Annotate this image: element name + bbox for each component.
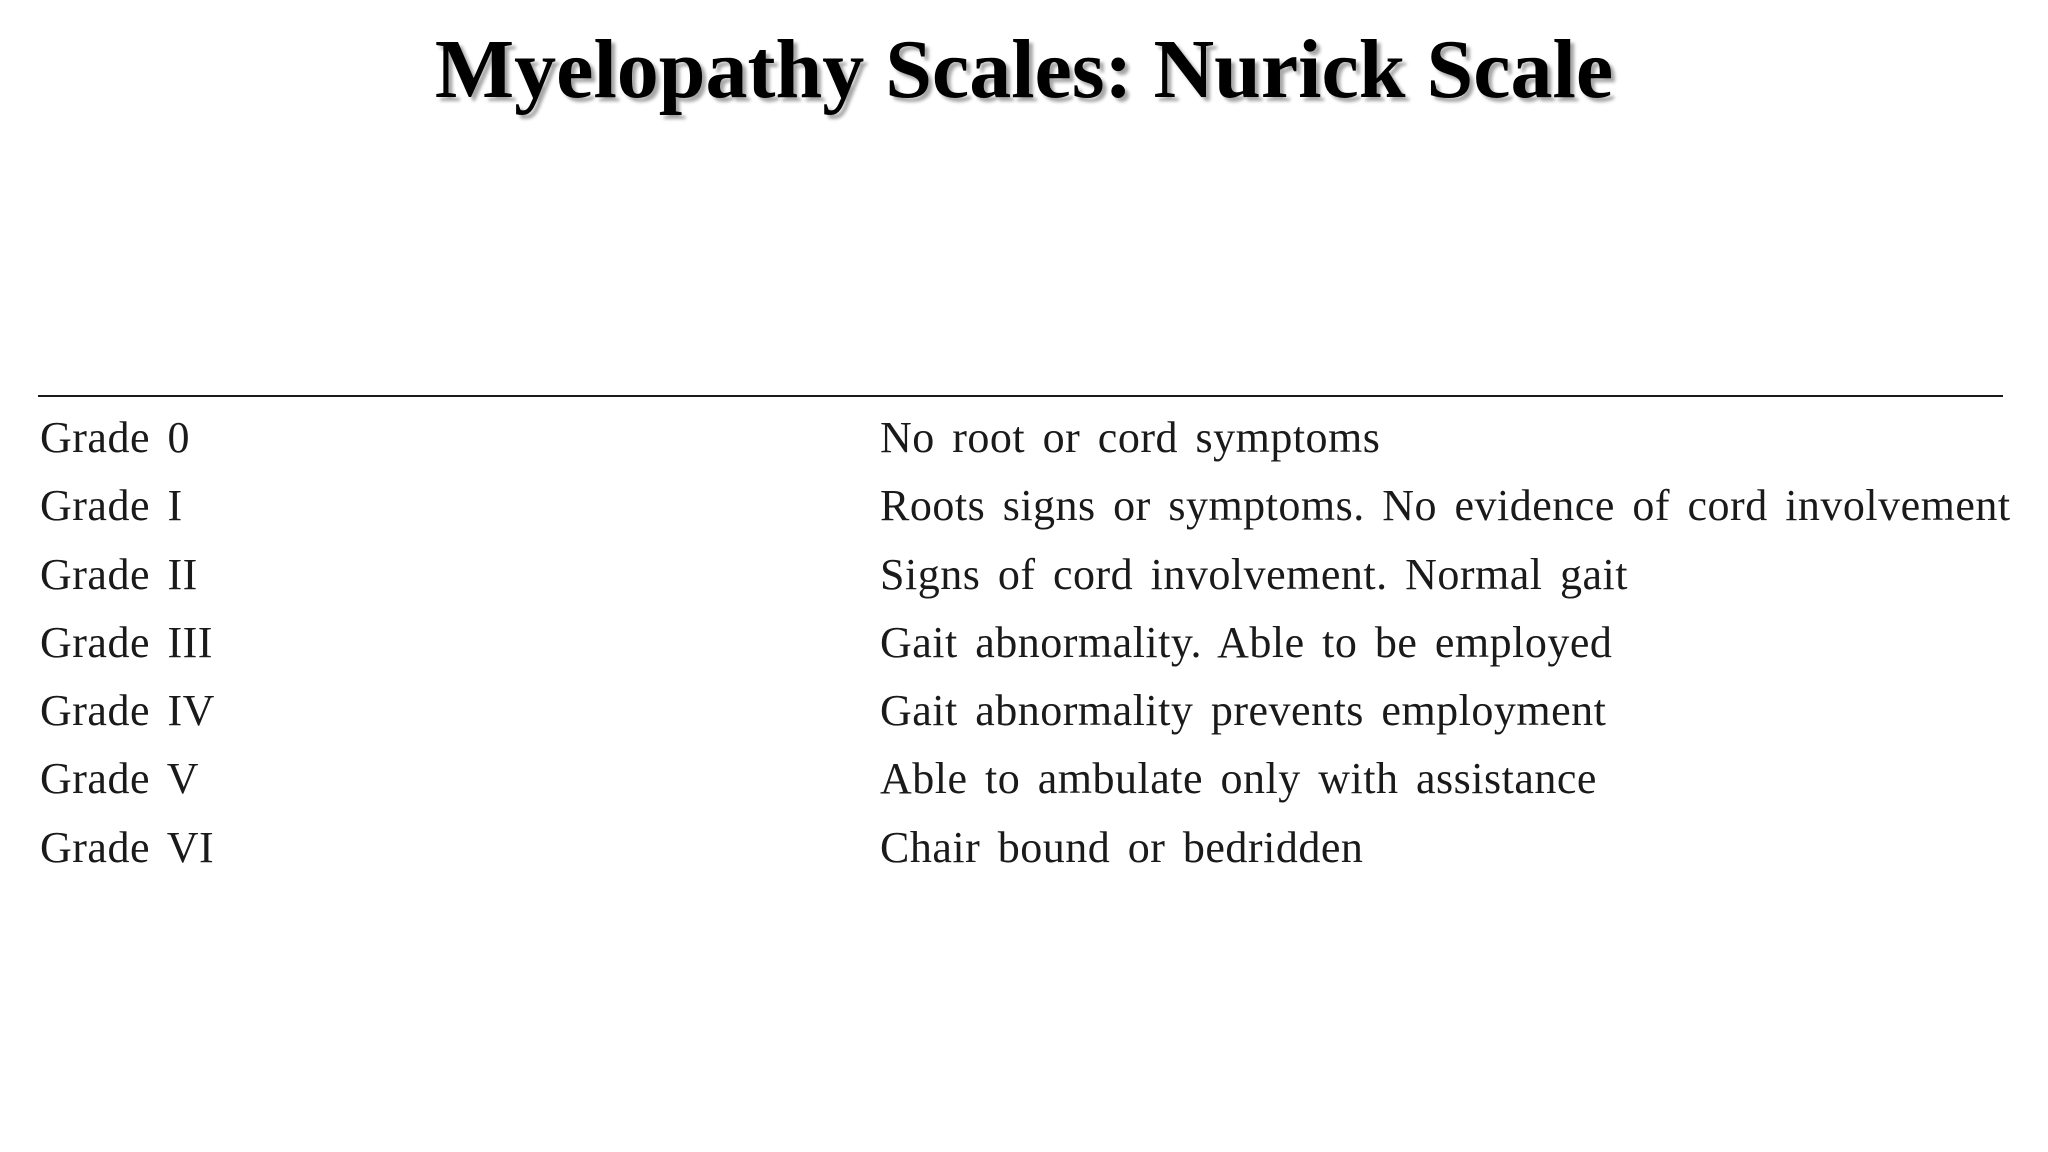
table-row [40,820,2015,888]
table-row [40,751,2015,819]
description-cell: No root or cord symptoms [880,413,1381,462]
table-row [40,615,2015,683]
grade-cell: Grade I [40,481,183,531]
grade-cell: Grade II [40,549,198,599]
description-cell: Gait abnormality. Able to be employed [880,617,1613,667]
grade-cell: Grade V [40,754,199,804]
table-row [40,478,2015,546]
description-cell: Chair bound or bedridden [880,822,1364,872]
description-cell: Able to ambulate only with assistance [880,754,1597,804]
grade-cell: Grade IV [40,686,215,736]
slide-title: Myelopathy Scales: Nurick Scale [434,23,1614,116]
nurick-scale-table [40,410,2015,888]
grade-cell: Grade III [40,617,213,667]
description-cell: Roots signs or symptoms. No evidence of cord involvement [880,481,2011,531]
table-row [40,410,2015,478]
table-row [40,683,2015,751]
description-cell: Signs of cord involvement. Normal gait [880,549,1628,599]
table-top-rule [38,395,2003,397]
grade-cell: Grade 0 [40,413,190,462]
description-cell: Gait abnormality prevents employment [880,686,1607,736]
table-row [40,547,2015,615]
grade-cell: Grade VI [40,822,215,872]
